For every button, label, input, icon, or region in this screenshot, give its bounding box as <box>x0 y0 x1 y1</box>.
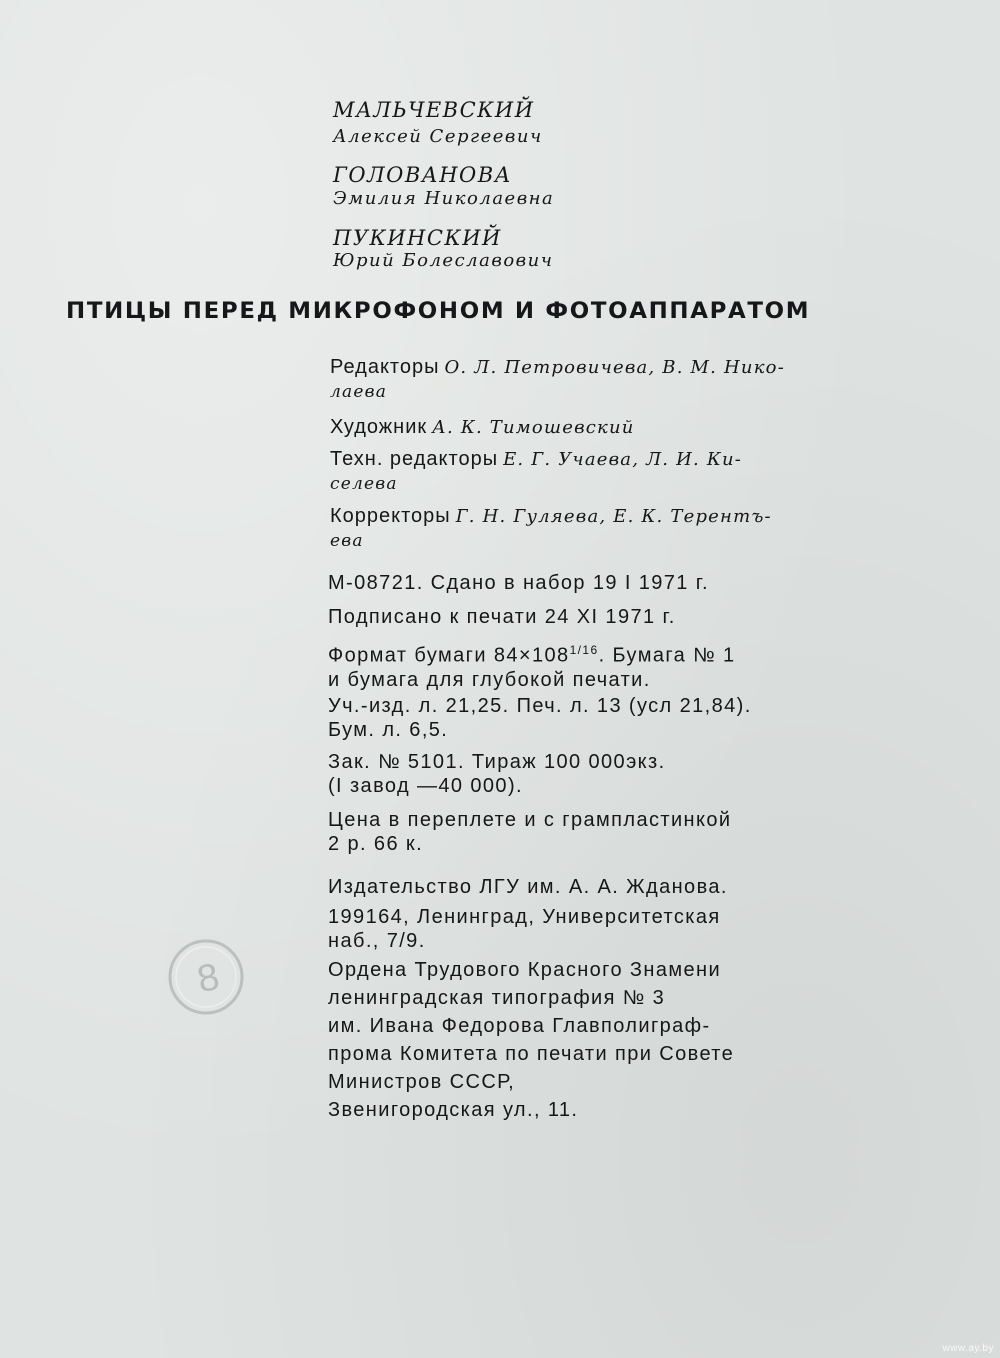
author-1-given-name: Алексей Сергеевич <box>333 126 543 147</box>
credit-names-continued: селева <box>330 474 398 494</box>
author-3-given-name: Юрий Болеславович <box>333 250 554 271</box>
credit-artist <box>330 414 870 441</box>
credit-role: Техн. редакторы <box>330 448 499 470</box>
imprint-printer <box>328 958 888 1122</box>
imprint-format-line <box>328 638 888 668</box>
imprint-printer-line-4: прома Комитета по печати при Совете <box>328 1043 735 1065</box>
credit-names-continued: ева <box>330 531 364 551</box>
credit-role: Художник <box>330 416 428 438</box>
author-2-surname: ГОЛОВАНОВА <box>333 163 513 187</box>
imprint-sheets <box>328 694 888 742</box>
credit-names: Е. Г. Учаева, Л. И. Ки- <box>503 449 743 470</box>
imprint-sheets-line-2: Бум. л. 6,5. <box>328 719 449 741</box>
credit-names: Г. Н. Гуляева, Е. К. Терентъ- <box>455 506 772 527</box>
imprint-printer-line-3: им. Ивана Федорова Главполиграф- <box>328 1015 711 1037</box>
author-2-given-name: Эмилия Николаевна <box>333 188 555 209</box>
format-suffix: . Бумага № 1 <box>598 644 736 667</box>
imprint-price-line-2: 2 р. 66 к. <box>328 833 424 855</box>
watermark: www.ay.by <box>942 1343 994 1354</box>
credit-editors <box>330 354 870 403</box>
author-1-surname: МАЛЬЧЕВСКИЙ <box>333 98 535 122</box>
credit-tech-editors <box>330 446 870 495</box>
imprint-signed-line: Подписано к печати 24 XI 1971 г. <box>328 606 676 628</box>
format-prefix: Формат бумаги 84×108 <box>328 644 570 667</box>
author-3-surname: ПУКИНСКИЙ <box>333 226 502 250</box>
format-fraction: 1/16 <box>569 643 599 657</box>
imprint-printer-line-1: Ордена Трудового Красного Знамени <box>328 959 722 981</box>
imprint-printer-line-5: Министров СССР, <box>328 1071 516 1093</box>
imprint-format <box>328 638 888 692</box>
credit-names-continued: лаева <box>330 382 388 402</box>
credit-names: О. Л. Петровичева, В. М. Нико- <box>444 357 785 378</box>
imprint-publisher-line-2: 199164, Ленинград, Университетская <box>328 906 721 928</box>
imprint-order <box>328 571 888 595</box>
imprint-publisher-line-3: наб., 7/9. <box>328 930 426 952</box>
imprint-sheets-line-1: Уч.-изд. л. 21,25. Печ. л. 13 (усл 21,84). <box>328 695 752 717</box>
imprint-signed <box>328 605 888 629</box>
stamp-text: 8 <box>193 955 224 1002</box>
imprint-zak-line-2: (I завод —40 000). <box>328 775 523 797</box>
credit-role: Корректоры <box>330 505 451 527</box>
imprint-price <box>328 808 888 856</box>
credit-proofreaders <box>330 503 870 552</box>
imprint-order-circulation <box>328 750 888 798</box>
credit-names: А. К. Тимошевский <box>432 417 635 438</box>
embossed-stamp <box>164 935 248 1019</box>
imprint-zak-line-1: Зак. № 5101. Тираж 100 000экз. <box>328 751 666 773</box>
imprint-order-line: М-08721. Сдано в набор 19 I 1971 г. <box>328 572 709 594</box>
imprint-publisher <box>328 875 888 953</box>
imprint-publisher-line-1: Издательство ЛГУ им. А. А. Жданова. <box>328 876 728 898</box>
book-title: ПТИЦЫ ПЕРЕД МИКРОФОНОМ И ФОТОАППАРАТОМ <box>66 299 811 324</box>
imprint-printer-line-6: Звенигородская ул., 11. <box>328 1099 579 1121</box>
imprint-price-line-1: Цена в переплете и с грампластинкой <box>328 809 732 831</box>
imprint-format-line-2: и бумага для глубокой печати. <box>328 668 651 691</box>
imprint-printer-line-2: ленинградская типография № 3 <box>328 987 666 1009</box>
credit-role: Редакторы <box>330 356 440 378</box>
